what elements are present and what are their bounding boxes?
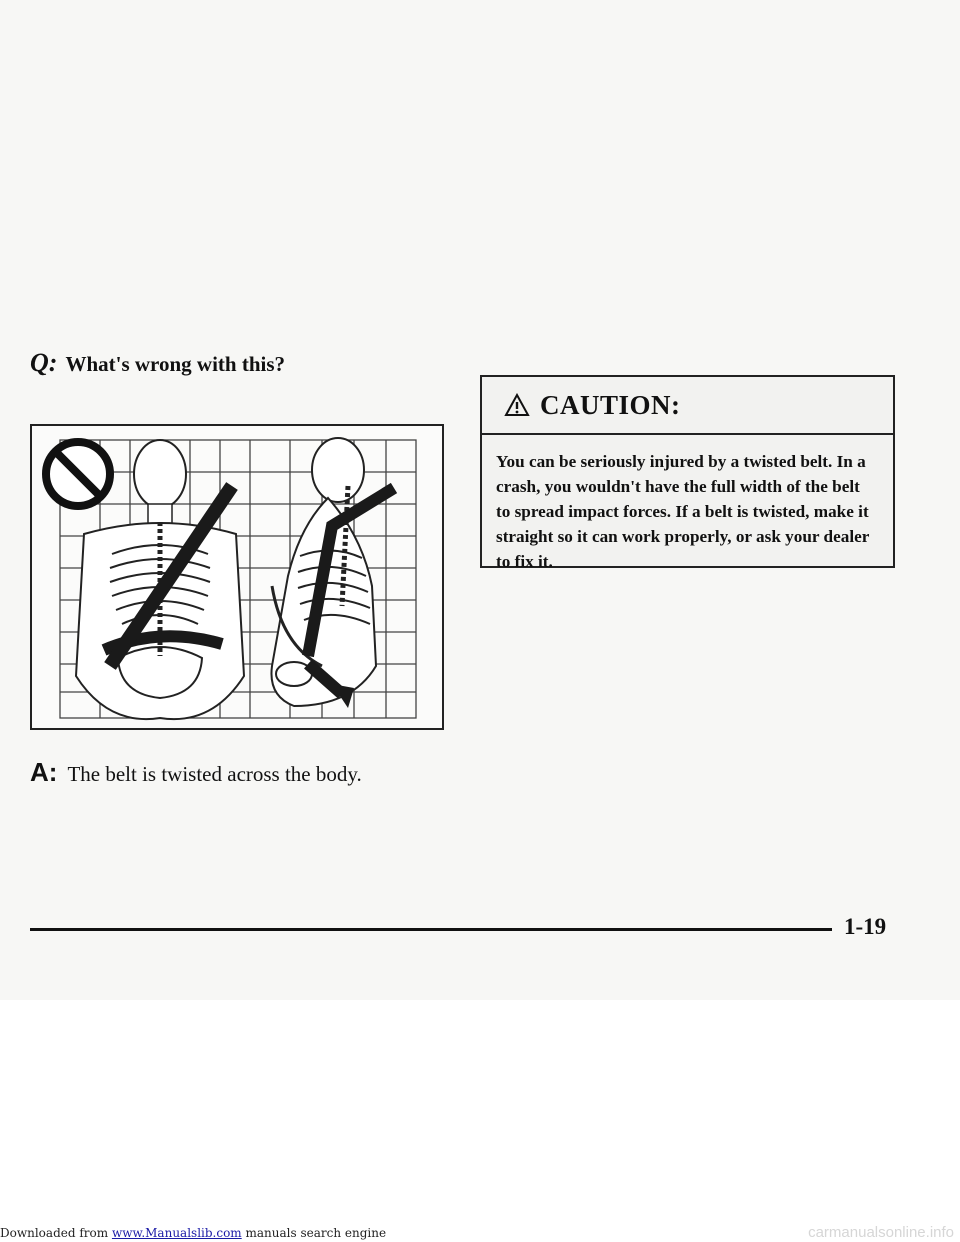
answer-marker: A: [30, 757, 58, 787]
footer-prefix: Downloaded from [0, 1226, 112, 1240]
answer [30, 757, 362, 788]
page-rule [30, 928, 832, 931]
caution-title: CAUTION: [540, 389, 681, 420]
illustration-svg [32, 426, 442, 728]
question-marker: Q: [30, 348, 58, 377]
caution-box [480, 375, 895, 571]
no-symbol-icon [46, 442, 110, 506]
warning-triangle-icon [504, 393, 530, 417]
footer-suffix: manuals search engine [241, 1226, 387, 1240]
manualslib-link[interactable]: www.Manualslib.com [111, 1226, 242, 1240]
download-footer [0, 1226, 386, 1240]
question-text: What's wrong with this? [65, 352, 286, 376]
caution-text: You can be seriously injured by a twisted belt. In a crash, you wouldn't have the full width of the belt to spread impact forces. If a belt is twisted, make it straight so it can work properly, or ask your dealer to fix it. [496, 452, 870, 571]
page-number: 1-19 [844, 914, 887, 939]
question [30, 348, 285, 378]
answer-text: The belt is twisted across the body. [67, 762, 362, 786]
watermark: carmanualsonline.info [808, 1224, 954, 1241]
caution-header [482, 377, 893, 435]
twisted-belt-illustration [30, 424, 444, 730]
